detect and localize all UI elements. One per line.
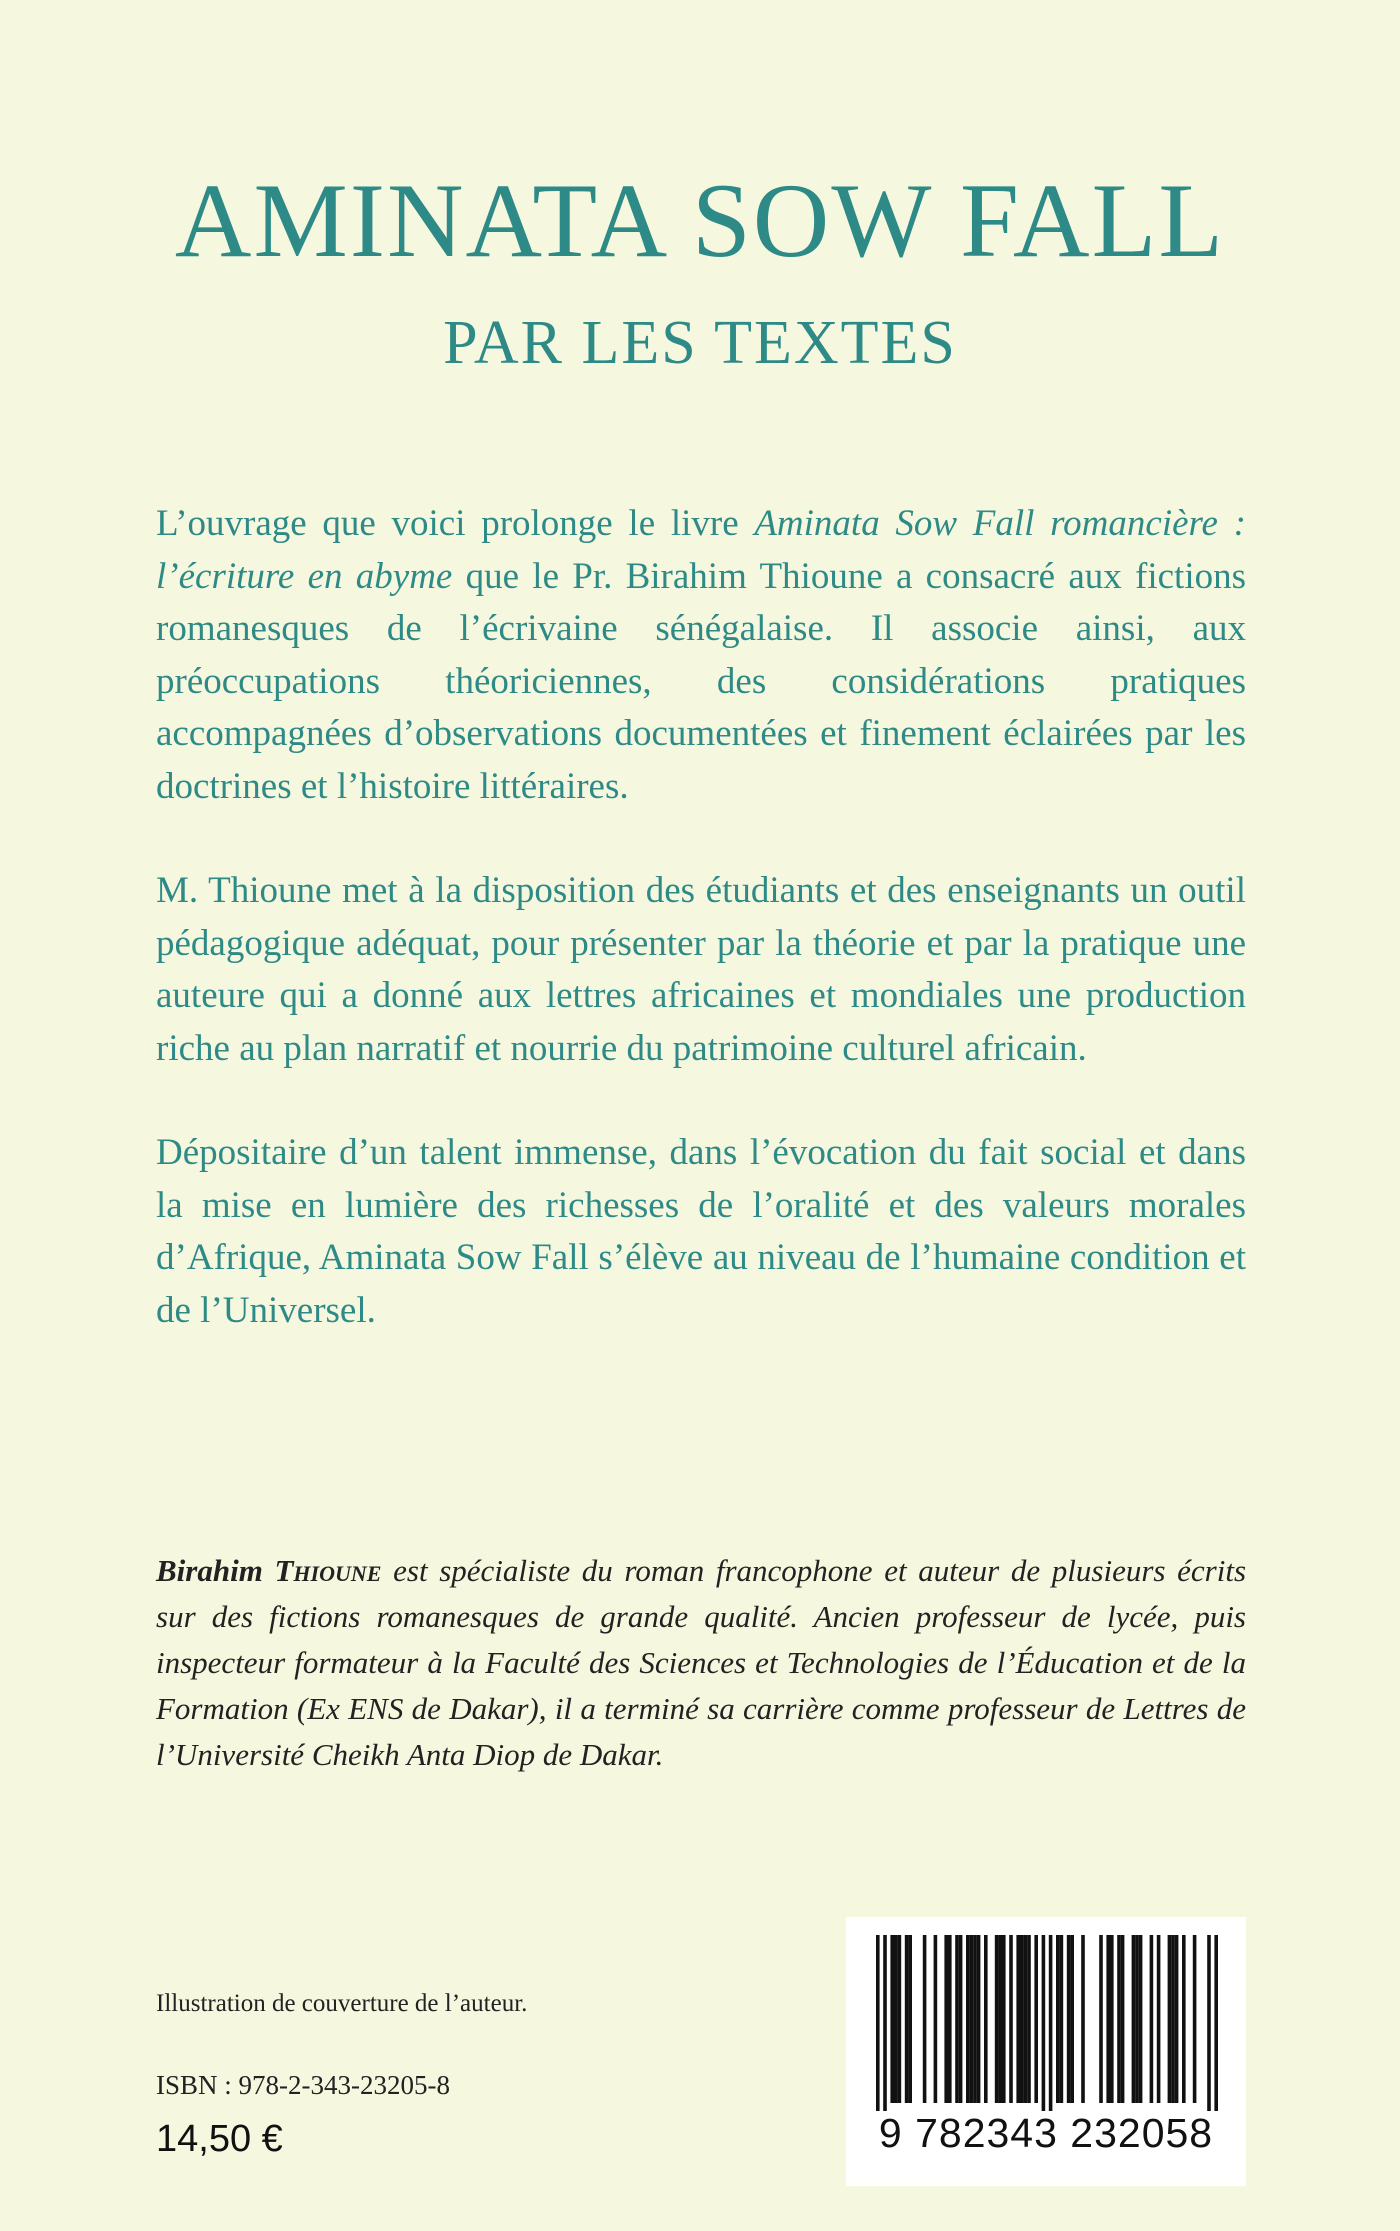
- barcode-bar: [944, 1935, 948, 2103]
- barcode-bar: [1117, 1935, 1121, 2103]
- barcode-bar: [1207, 1935, 1211, 2111]
- barcode-bar: [984, 1935, 988, 2103]
- barcode-bar: [1135, 1935, 1139, 2103]
- barcode-bar: [1049, 1935, 1053, 2111]
- barcode-bar: [1024, 1935, 1028, 2103]
- barcode-bar: [1016, 1935, 1020, 2103]
- blurb-p1-intro: L’ouvrage que voici prolonge le livre: [156, 503, 755, 544]
- barcode-bar: [1214, 1935, 1218, 2111]
- barcode-bar: [876, 1935, 880, 2111]
- barcode-bar: [894, 1935, 898, 2103]
- barcode-bar: [1193, 1935, 1197, 2103]
- barcode-bar: [1009, 1935, 1013, 2103]
- barcode-bar: [1110, 1935, 1114, 2103]
- barcode-bar: [948, 1935, 952, 2103]
- barcode-bar: [1027, 1935, 1031, 2103]
- barcode-bar: [923, 1935, 927, 2103]
- barcode-bar: [1002, 1935, 1006, 2103]
- barcode-bar: [1020, 1935, 1024, 2103]
- author-bio: [156, 1548, 1246, 1778]
- author-name: [156, 1553, 381, 1588]
- barcode-bar: [890, 1935, 894, 2103]
- price: 14,50 €: [156, 2118, 283, 2160]
- barcode-digits: 9 782343 232058: [878, 2110, 1214, 2156]
- barcode-bar: [1042, 1935, 1046, 2111]
- barcode-bar: [959, 1935, 963, 2103]
- blurb: [156, 498, 1246, 1337]
- barcode-bar: [955, 1935, 959, 2103]
- barcode-bar: [1034, 1935, 1038, 2103]
- barcode-bar: [973, 1935, 977, 2103]
- barcode-bar: [1150, 1935, 1154, 2103]
- barcode-bar: [998, 1935, 1002, 2103]
- barcode-bar: [977, 1935, 981, 2103]
- blurb-paragraph-1: [156, 498, 1246, 813]
- barcode-bar: [1099, 1935, 1103, 2103]
- barcode-bar: [1121, 1935, 1125, 2103]
- barcode-bar: [898, 1935, 902, 2103]
- book-title: AMINATA SOW FALL: [174, 162, 1226, 279]
- barcode-bar: [1139, 1935, 1143, 2103]
- barcode-bar: [1060, 1935, 1064, 2103]
- book-subtitle: PAR LES TEXTES: [443, 309, 957, 377]
- barcode-bar: [1182, 1935, 1186, 2103]
- barcode-bar: [934, 1935, 938, 2103]
- barcode-bar: [1106, 1935, 1110, 2103]
- barcode-bar: [970, 1935, 974, 2103]
- barcode-bar: [1132, 1935, 1136, 2103]
- barcode-bar: [1056, 1935, 1060, 2103]
- blurb-paragraph-2: M. Thioune met à la disposition des étudiants et des enseignants un outil pédagogique adéquat, pour présenter par la théorie et par la pratique une auteure qui a donné aux lettres africaines et mondiales une production riche au plan narratif et nourrie du patrimoine culturel africain.: [156, 870, 1246, 1069]
- author-bio-text: est spécialiste du roman francophone et auteur de plusieurs écrits sur des fictions romanesques de grande qualité. Ancien professeur de lycée, puis inspecteur formateur à la Faculté des Sciences et Technologies de l’Éducation et de la Formation (Ex ENS de Dakar), il a terminé sa carrière comme professeur de Lettres de l’Université Cheikh Anta Diop de Dakar.: [156, 1553, 1247, 1772]
- illustration-credit: Illustration de couverture de l’auteur.: [156, 1990, 528, 2017]
- barcode: [846, 1917, 1246, 2186]
- blurb-p1-rest: que le Pr. Birahim Thioune a consacré aux fictions romanesques de l’écrivaine sénégalaise. Il associe ainsi, aux préoccupations théoriciennes, des considérations pratiques accompagnées d’observations documentées et finement éclairées par les doctrines et l’histoire littéraires.: [156, 555, 1246, 807]
- barcode-bar: [883, 1935, 887, 2111]
- author-first-name: Birahim: [156, 1553, 275, 1588]
- barcode-bar: [905, 1935, 909, 2103]
- barcode-bar: [966, 1935, 970, 2103]
- blurb-p1-book-title: Aminata Sow Fall romancière : l’écriture en abyme: [156, 503, 1246, 597]
- barcode-bar: [1171, 1935, 1175, 2103]
- barcode-bar: [1157, 1935, 1161, 2103]
- barcode-bar: [1081, 1935, 1085, 2103]
- blurb-paragraph-3: Dépositaire d’un talent immense, dans l’évocation du fait social et dans la mise en lumière des richesses de l’oralité et des valeurs morales d’Afrique, Aminata Sow Fall s’élève au niveau de l’humaine condition et de l’Universel.: [156, 1132, 1246, 1331]
- isbn: ISBN : 978-2-343-23205-8: [156, 2070, 450, 2100]
- barcode-bar: [1168, 1935, 1172, 2103]
- author-last-name: Thioune: [274, 1553, 382, 1588]
- barcode-bars: [846, 1917, 1246, 2117]
- barcode-bar: [908, 1935, 912, 2103]
- barcode-bar: [1067, 1935, 1071, 2103]
- barcode-bar: [1070, 1935, 1074, 2103]
- barcode-bar: [1175, 1935, 1179, 2103]
- barcode-bar: [995, 1935, 999, 2103]
